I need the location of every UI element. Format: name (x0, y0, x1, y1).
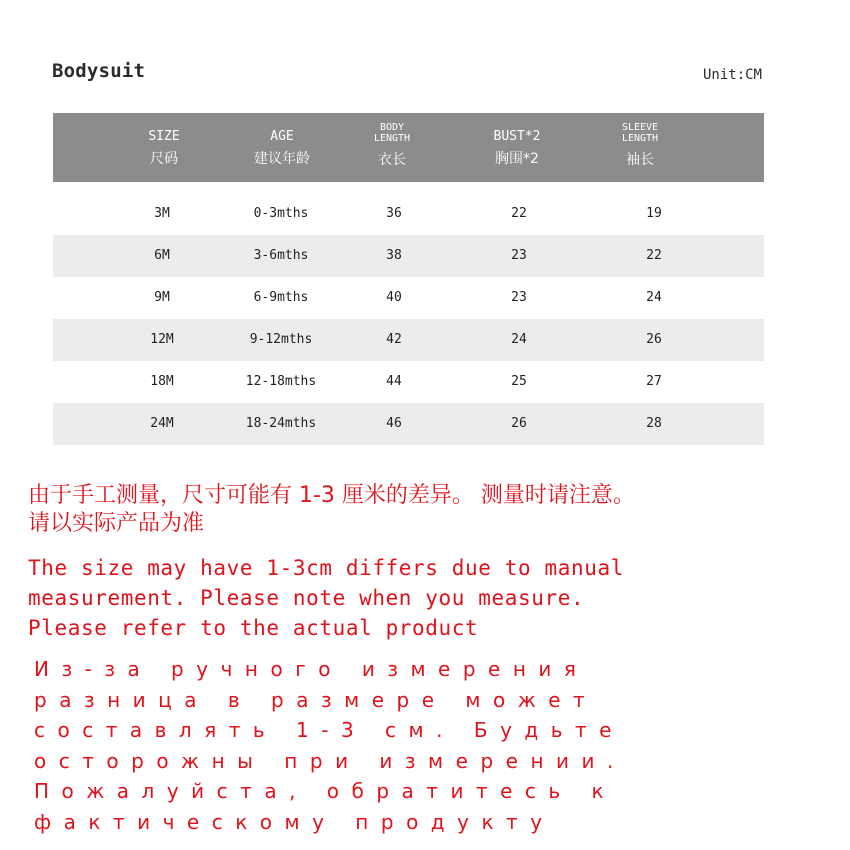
header-size (104, 130, 224, 167)
note-ru-line3: составлять 1-3 см. Будьте (34, 718, 624, 742)
cell-age: 18-24mths (245, 416, 317, 431)
cell-size: 24M (150, 416, 174, 431)
cell-bust: 25 (511, 374, 527, 389)
cell-body-length: 46 (386, 416, 402, 431)
header-bust-zh: 胸围*2 (495, 151, 539, 167)
chart-title: Bodysuit (52, 60, 146, 82)
cell-size: 9M (154, 290, 170, 305)
cell-body-length: 40 (386, 290, 402, 305)
note-en (28, 553, 624, 643)
cell-bust: 26 (511, 416, 527, 431)
header-body-en1: BODY (379, 122, 405, 133)
cell-sleeve-length: 28 (646, 416, 662, 431)
table-row (53, 193, 764, 235)
unit-label: Unit:CM (702, 67, 762, 83)
cell-age: 0-3mths (253, 206, 309, 221)
size-table (53, 113, 764, 445)
table-row (53, 403, 764, 445)
note-ru-line4: осторожны при измерении. (34, 748, 626, 773)
note-ru-line1: Из-за ручного измерения (34, 657, 589, 681)
header-bust-en: BUST*2 (493, 129, 541, 144)
header-age-en: AGE (270, 129, 294, 144)
cell-sleeve-length: 22 (646, 248, 662, 263)
table-row (53, 235, 764, 277)
cell-age: 3-6mths (253, 248, 309, 263)
note-ru-line5: Пожалуйста, обратитесь к (34, 779, 617, 803)
cell-size: 3M (154, 206, 170, 221)
note-en-line3: Please refer to the actual product (28, 616, 479, 640)
header-body-zh: 衣长 (378, 152, 406, 168)
cell-body-length: 36 (386, 206, 402, 221)
header-sleeve-en1: SLEEVE (621, 122, 659, 133)
note-ru-line2: разница в размере может (34, 687, 598, 712)
note-cn-line1: 由于手工测量，尺寸可能有 1-3 厘米的差异。 测量时请注意。 (28, 483, 635, 508)
cell-age: 12-18mths (245, 374, 317, 389)
cell-age: 6-9mths (253, 290, 309, 305)
cell-body-length: 44 (386, 374, 402, 389)
cell-sleeve-length: 26 (646, 332, 662, 347)
header-body-en2: LENGTH (373, 133, 411, 144)
note-cn-line2: 请以实际产品为准 (28, 511, 205, 536)
cell-sleeve-length: 24 (646, 290, 662, 305)
cell-bust: 23 (511, 248, 527, 263)
table-row (53, 361, 764, 403)
cell-size: 12M (150, 332, 174, 347)
note-ru-line6: фактическому продукту (34, 809, 555, 834)
cell-bust: 23 (511, 290, 527, 305)
header-age (222, 130, 342, 167)
cell-age: 9-12mths (249, 332, 313, 347)
cell-bust: 24 (511, 332, 527, 347)
header-sleeve-zh: 袖长 (626, 152, 654, 168)
note-en-line2: measurement. Please note when you measure. (28, 586, 585, 610)
header-size-en: SIZE (148, 129, 180, 144)
table-row (53, 277, 764, 319)
cell-sleeve-length: 27 (646, 374, 662, 389)
cell-bust: 22 (511, 206, 527, 221)
note-en-line1: The size may have 1-3cm differs due to manual (28, 556, 624, 580)
cell-size: 6M (154, 248, 170, 263)
header-body-length (332, 122, 452, 168)
table-header (53, 113, 764, 182)
cell-sleeve-length: 19 (646, 206, 662, 221)
header-sleeve-en2: LENGTH (621, 133, 659, 144)
header-size-zh: 尺码 (150, 151, 178, 167)
cell-body-length: 42 (386, 332, 402, 347)
header-bust (457, 130, 577, 167)
header-sleeve-length (580, 122, 700, 168)
header-age-zh: 建议年龄 (254, 151, 310, 167)
cell-size: 18M (150, 374, 174, 389)
table-row (53, 319, 764, 361)
cell-body-length: 38 (386, 248, 402, 263)
note-ru (34, 654, 626, 837)
